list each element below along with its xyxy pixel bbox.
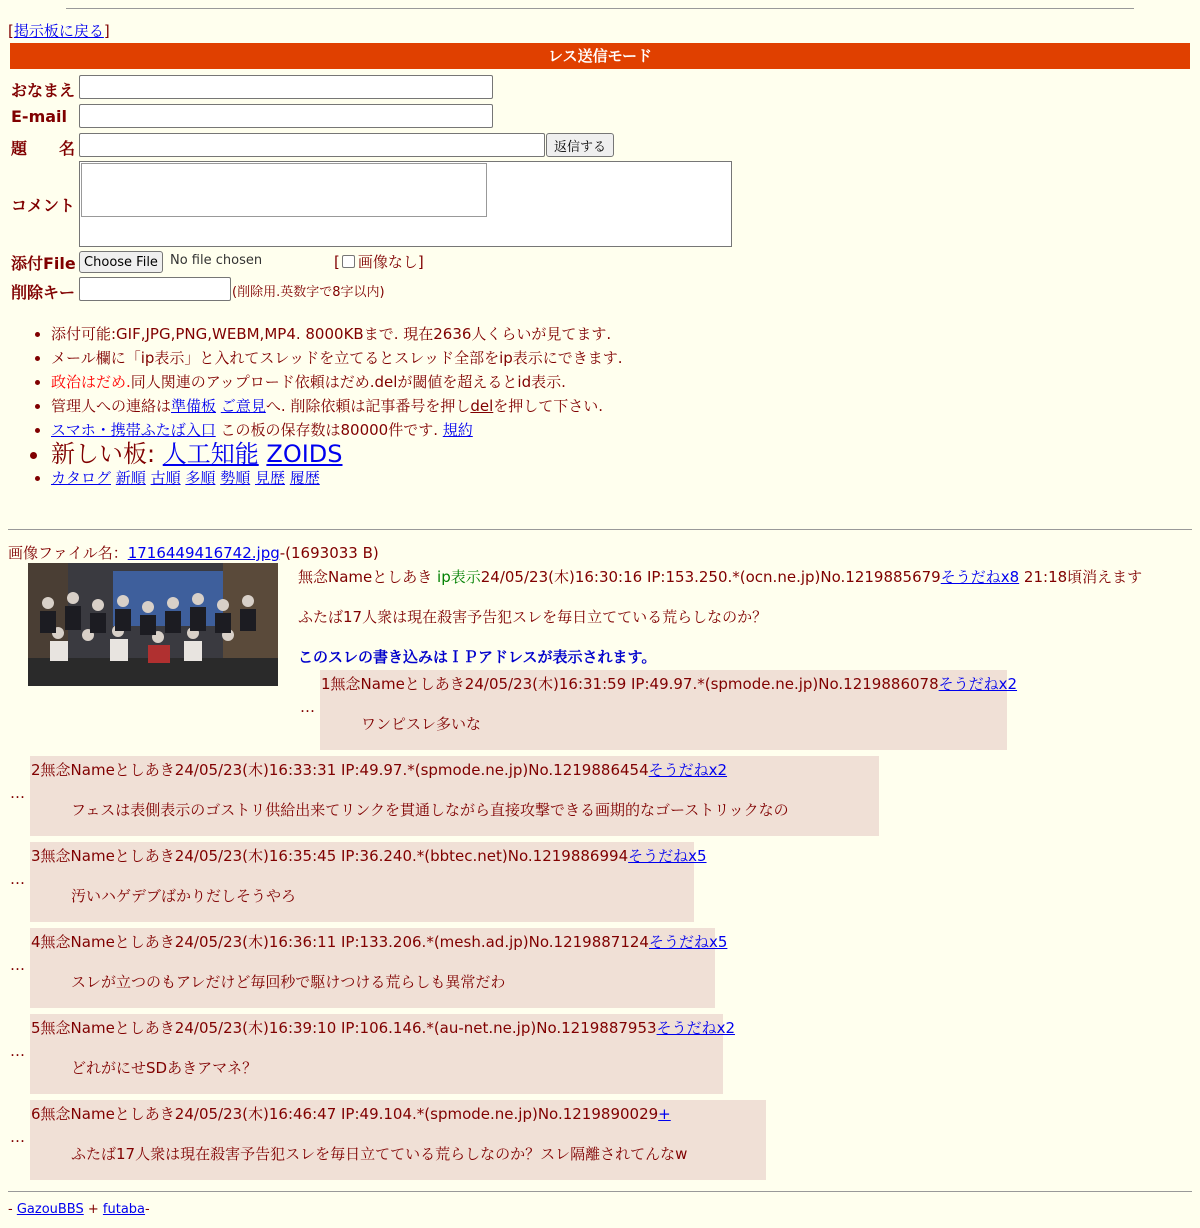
reply-ellipsis: …: [10, 1128, 25, 1146]
sort-new-link[interactable]: 新順: [115, 469, 146, 487]
delete-key-input[interactable]: [79, 277, 231, 301]
viewed-history-link[interactable]: 見歴: [254, 469, 285, 487]
rule-item: • 添付可能:GIF,JPG,PNG,WEBM,MP4. 8000KBまで. 現在2636人くらいが見てます.: [51, 322, 623, 346]
sort-many-link[interactable]: 多順: [185, 469, 216, 487]
prep-board-link[interactable]: 準備板: [171, 397, 217, 415]
reply-header: 1無念Nameとしあき24/05/23(木)16:31:59 IP:49.97.*(spmode.ne.jp)No.1219886078そうだねx2: [321, 675, 1018, 693]
footer: - GazouBBS + futaba-: [8, 1202, 150, 1217]
name-label: おなまえ: [11, 81, 76, 100]
op-sodane-link[interactable]: そうだねx8: [940, 568, 1020, 586]
gazoubbs-link[interactable]: GazouBBS: [16, 1202, 84, 1217]
no-image-option: [ 画像なし]: [334, 253, 424, 271]
sodane-link[interactable]: そうだねx2: [648, 761, 728, 779]
file-info: 画像ファイル名：1716449416742.jpg-(1693033 B): [8, 544, 379, 562]
rule-item: [51, 466, 623, 490]
group-photo-image: [28, 563, 278, 686]
no-image-label: 画像なし: [357, 253, 418, 271]
sodane-link[interactable]: そうだねx2: [656, 1019, 735, 1037]
delete-key-hint: (削除用.英数字で8字以内): [232, 285, 385, 300]
rule-item: • スマホ・携帯ふたば入口 この板の保存数は80000件です. 規約: [51, 418, 623, 442]
email-input[interactable]: [79, 104, 493, 128]
sort-momentum-link[interactable]: 勢順: [220, 469, 251, 487]
comment-label: コメント: [11, 196, 76, 215]
terms-link[interactable]: 規約: [442, 421, 473, 439]
sodane-link[interactable]: そうだねx5: [648, 933, 728, 951]
reply-body: スレが立つのもアレだけど毎回秒で駆けつける荒らしも異常だわ: [71, 973, 506, 991]
no-image-checkbox[interactable]: [342, 255, 355, 268]
subject-label: 題 名: [11, 139, 76, 158]
no-file-text: No file chosen: [170, 253, 263, 268]
del-link[interactable]: del: [470, 397, 494, 415]
zoids-board-link[interactable]: ZOIDS: [266, 440, 343, 468]
thread-divider: [8, 529, 1192, 530]
op-expire-text: 21:18頃消えます: [1023, 568, 1143, 586]
comment-inner-box: [81, 163, 487, 217]
sodane-link[interactable]: そうだねx5: [628, 847, 707, 865]
reply-header: 3無念Nameとしあき24/05/23(木)16:35:45 IP:36.240.*(bbtec.net)No.1219886994そうだねx5: [31, 847, 707, 865]
submit-reply-button[interactable]: 返信する: [546, 133, 614, 157]
reply-post: [30, 756, 879, 836]
ip-display-tag: ip表示: [437, 568, 481, 586]
rules-list: [10, 322, 623, 490]
name-input[interactable]: [79, 75, 493, 99]
reply-body: 汚いハゲデブばかりだしそうやろ: [71, 887, 297, 905]
reply-post: [30, 928, 728, 1008]
mobile-entry-link[interactable]: スマホ・携帯ふたば入口: [51, 421, 216, 439]
image-file-link[interactable]: 1716449416742.jpg: [127, 544, 280, 562]
catalog-link[interactable]: カタログ: [51, 469, 112, 487]
futaba-link[interactable]: futaba: [102, 1202, 146, 1217]
file-label: 添付File: [11, 254, 76, 273]
top-divider: [66, 8, 1134, 9]
op-info: 24/05/23(木)16:30:16 IP:153.250.*(ocn.ne.jp)No.1219885679: [480, 568, 941, 586]
ip-notice: このスレの書き込みはＩＰアドレスが表示されます。: [298, 648, 657, 666]
reply-body: ワンピスレ多いな: [361, 715, 482, 733]
reply-ellipsis: …: [10, 1042, 25, 1060]
reply-post: [320, 670, 1018, 750]
ai-board-link[interactable]: 人工知能: [162, 440, 259, 468]
op-body: ふたば17人衆は現在殺害予告犯スレを毎日立てている荒らしなのか？: [298, 608, 768, 626]
reply-ellipsis: …: [300, 698, 315, 716]
rule-item: • 新しい板: 人工知能 ZOIDS: [51, 442, 623, 466]
reply-body: どれがにせSDあきアマネ？: [71, 1059, 258, 1077]
delete-key-label: 削除キー: [11, 283, 76, 302]
reply-post: [30, 1100, 766, 1180]
back-to-board-link[interactable]: 掲示板に戻る: [13, 22, 104, 40]
sodane-link[interactable]: +: [658, 1105, 671, 1123]
reply-header: 2無念Nameとしあき24/05/23(木)16:33:31 IP:49.97.*(spmode.ne.jp)No.1219886454そうだねx2: [31, 761, 728, 779]
reply-header: 4無念Nameとしあき24/05/23(木)16:36:11 IP:133.206.*(mesh.ad.jp)No.1219887124そうだねx5: [31, 933, 728, 951]
rule-item: • 政治はだめ.同人関連のアップロード依頼はだめ.delが閾値を超えるとid表示.: [51, 370, 623, 394]
thread-image-thumbnail[interactable]: [28, 563, 278, 686]
rule-item: • メール欄に「ip表示」と入れてスレッドを立てるとスレッド全部をip表示にできます.: [51, 346, 623, 370]
reply-body: ふたば17人衆は現在殺害予告犯スレを毎日立てている荒らしなのか？スレ隔離されてんなw: [71, 1145, 688, 1163]
choose-file-button[interactable]: Choose File: [79, 251, 163, 273]
back-nav: [掲示板に戻る]: [8, 22, 110, 40]
feedback-link[interactable]: ご意見: [220, 397, 266, 415]
footer-divider: [8, 1191, 1192, 1192]
subject-input[interactable]: [79, 133, 545, 157]
reply-post: [30, 1014, 735, 1094]
sodane-link[interactable]: そうだねx2: [938, 675, 1018, 693]
history-link[interactable]: 履歴: [289, 469, 320, 487]
rule-item: • 管理人への連絡は準備板 ご意見へ. 削除依頼は記事番号を押しdelを押して下さい.: [51, 394, 623, 418]
reply-header: 5無念Nameとしあき24/05/23(木)16:39:10 IP:106.146.*(au-net.ne.jp)No.1219887953そうだねx2: [31, 1019, 735, 1037]
op-name: 無念Nameとしあき: [298, 568, 433, 586]
reply-ellipsis: …: [10, 784, 25, 802]
reply-ellipsis: …: [10, 870, 25, 888]
op-header: [298, 566, 1142, 587]
reply-post: [30, 842, 707, 922]
reply-mode-bar: レス送信モード: [10, 43, 1190, 69]
reply-header: 6無念Nameとしあき24/05/23(木)16:46:47 IP:49.104.*(spmode.ne.jp)No.1219890029+: [31, 1105, 671, 1123]
email-label: E-mail: [11, 107, 68, 126]
sort-old-link[interactable]: 古順: [150, 469, 181, 487]
reply-ellipsis: …: [10, 956, 25, 974]
reply-body: フェスは表側表示のゴストリ供給出来てリンクを貫通しながら直接攻撃できる画期的なゴーストリックなの: [71, 801, 789, 819]
